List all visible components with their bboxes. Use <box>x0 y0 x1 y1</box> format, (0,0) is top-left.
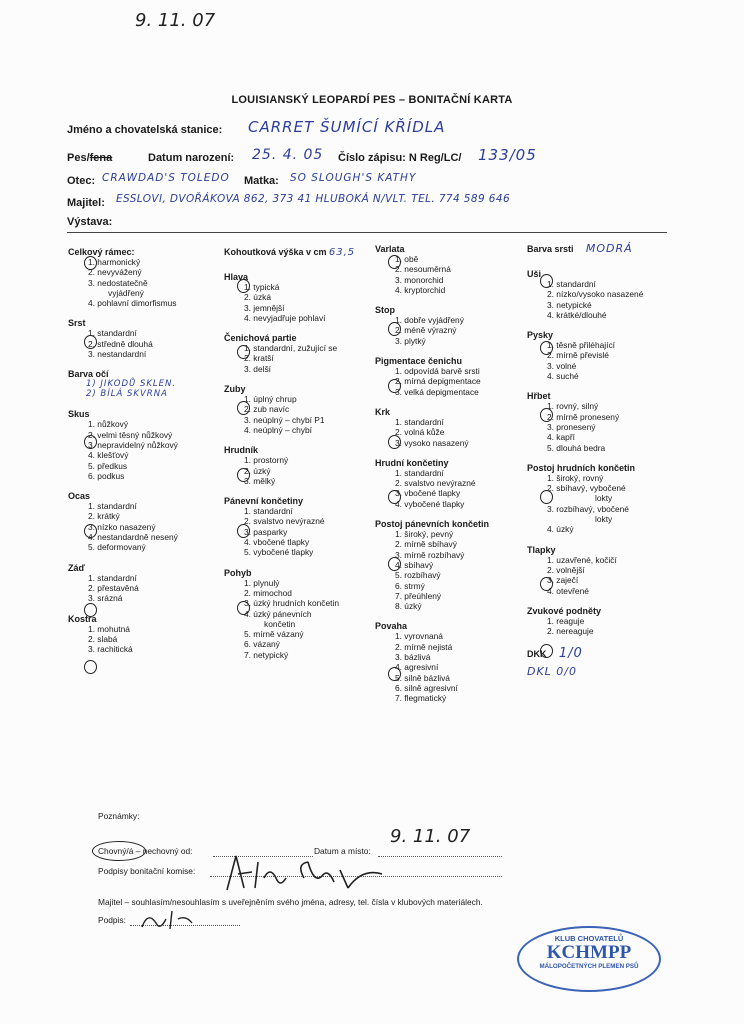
option: 4. neúplný – chybí <box>244 424 312 435</box>
notes-label: Poznámky: <box>98 811 140 821</box>
group-coat-color <box>527 242 697 255</box>
option: 1. rovný, silný <box>547 401 599 412</box>
selection-circle <box>388 435 401 449</box>
option: 6. silně agresivní <box>395 682 458 693</box>
option: 2. nevyvážený <box>88 267 142 278</box>
option: 5. dlouhá bedra <box>547 442 606 453</box>
option: 1. standardní <box>395 416 444 427</box>
show-label: Výstava: <box>67 216 113 228</box>
section-title: Barva očí <box>68 369 109 380</box>
option: 2. svalstvo nevýrazné <box>395 478 476 489</box>
section-title: Povaha <box>375 621 408 632</box>
header-divider <box>67 232 667 233</box>
option: 3. úzký hrudních končetin <box>244 598 339 609</box>
option: 1. uzavřené, kočičí <box>547 554 617 565</box>
option: končetin <box>264 618 296 629</box>
birth-value: 25. 4. 05 <box>252 147 324 163</box>
section-title: Zuby <box>224 384 246 395</box>
section-title: Záď <box>68 562 85 573</box>
option: 2. slabá <box>88 633 118 644</box>
selection-circle <box>388 322 401 336</box>
selection-circle <box>540 644 553 658</box>
option: 1. standardní <box>88 572 137 583</box>
option: 4. krátké/dlouhé <box>547 309 607 320</box>
option: 6. strmý <box>395 580 425 591</box>
reg-value: 133/05 <box>478 146 537 164</box>
section-title: Uši <box>527 269 542 279</box>
option: 3. monorchid <box>395 274 444 285</box>
selection-circle <box>540 408 553 422</box>
option: 3. zaječí <box>547 575 579 586</box>
date-place-label: Datum a místo: <box>314 846 371 856</box>
option: 3. neúplný – chybí P1 <box>244 414 325 425</box>
option: vyjádřený <box>108 287 144 298</box>
option: 1. typická <box>244 282 280 292</box>
option: 3. pronesený <box>547 421 596 432</box>
selection-circle <box>540 274 553 288</box>
option: 2. mimochod <box>244 587 292 598</box>
eye-color-hand-1: 1) JIKODŮ SKLEN. <box>86 379 177 390</box>
name-label: Jméno a chovatelská stanice: <box>67 124 223 136</box>
section-title: Čenichová partie <box>224 333 297 344</box>
dkk-label: DKK <box>527 649 547 660</box>
option: 3. bázlivá <box>395 652 431 663</box>
section-title: Pánevní končetiny <box>224 496 304 507</box>
option: 2. nereaguje <box>547 626 594 637</box>
father-label: Otec: <box>67 175 96 187</box>
selection-circle <box>84 660 97 674</box>
option: 7. netypický <box>244 649 289 660</box>
section-title: Hřbet <box>527 391 551 402</box>
option: 1. standardní <box>88 328 137 339</box>
option: 3. mírně rozbíhavý <box>395 549 465 560</box>
selection-circle <box>540 341 553 355</box>
option: 3. volné <box>547 360 577 371</box>
option: 1. harmonický <box>88 257 141 267</box>
section-title: Ocas <box>68 491 91 502</box>
section-title: Kostra <box>68 613 97 624</box>
sex-label-female: fena <box>89 152 113 164</box>
option: 2. sbíhavý, vybočené <box>547 483 626 494</box>
signature-label: Podpis: <box>98 915 126 925</box>
selection-circle <box>540 490 553 504</box>
section-title: Varlata <box>375 244 405 254</box>
option: 4. pohlavní dimorfismus <box>88 298 177 309</box>
option: 4. agresivní <box>395 662 439 673</box>
option: 1. standardní <box>244 506 293 517</box>
option: 5. vybočené tlapky <box>244 547 314 558</box>
selection-circle <box>388 379 401 393</box>
option: 2. volná kůže <box>395 427 445 438</box>
option: 4. kapří <box>547 432 575 443</box>
selection-circle <box>388 667 401 681</box>
group-testicles <box>375 244 525 295</box>
selection-circle <box>388 490 401 504</box>
selection-circle <box>237 401 250 415</box>
column-4 <box>527 242 697 678</box>
document-title: LOUISIANSKÝ LEOPARDÍ PES – BONITAČNÍ KARTA <box>231 94 513 106</box>
group-paws <box>527 545 697 596</box>
option: 3. nestandardní <box>88 349 147 360</box>
date-place-dots <box>378 856 502 857</box>
group-lips <box>527 330 697 381</box>
option: 3. mělký <box>244 475 276 486</box>
option: 4. suché <box>547 371 579 382</box>
section-title: Tlapky <box>527 544 556 555</box>
option: 4. otevřené <box>547 585 589 596</box>
section-title: Postoj hrudních končetin <box>527 462 636 473</box>
option: 1. prostorný <box>244 455 289 466</box>
option: 3. velká depigmentace <box>395 386 479 397</box>
option: 1. obě <box>395 254 419 264</box>
option: 4. vybočené tlapky <box>395 498 465 509</box>
dkl-value: DKL 0/0 <box>527 665 578 679</box>
section-title: Krk <box>375 406 391 417</box>
stamp-top-text: KLUB CHOVATELŮ <box>554 934 624 943</box>
selection-circle <box>540 577 553 591</box>
option: 1. široký, pevný <box>395 529 454 540</box>
option: 7. přeúhlený <box>395 590 442 601</box>
option: 2. krátký <box>88 511 120 522</box>
option: 2. mírně nejistá <box>395 641 453 652</box>
option: 2. volnější <box>547 564 585 575</box>
option: 4. kryptorchid <box>395 284 446 295</box>
club-stamp <box>517 926 661 992</box>
option: 3. jemnější <box>244 302 285 313</box>
dkk-value: 1/0 <box>558 646 583 662</box>
group-back <box>527 391 697 452</box>
option: 2. velmi těsný nůžkový <box>88 429 173 440</box>
reg-label: Číslo zápisu: N Reg/LC/ <box>338 152 462 164</box>
option: 5. předkus <box>88 460 128 471</box>
selection-circle <box>84 335 97 349</box>
option: 4. nevyjadřuje pohlaví <box>244 312 326 323</box>
option: 3. rachitická <box>88 644 133 655</box>
section-title: Pigmentace čenichu <box>375 356 463 367</box>
option: 5. silně bázlivá <box>395 672 450 683</box>
option: 1. dobře vyjádřený <box>395 315 464 326</box>
breeding-label: Chovný/á – nechovný od: <box>98 846 193 856</box>
section-title: Hrudní končetiny <box>375 457 449 468</box>
option: 2. úzký <box>244 465 271 476</box>
selection-circle <box>237 601 250 615</box>
selection-circle <box>84 256 97 270</box>
section-title: Hrudník <box>224 445 259 456</box>
section-title: Zvukové podněty <box>527 605 602 616</box>
consent-text: Majitel – souhlasím/nesouhlasím s uveřejněním svého jména, adresy, tel. čísla v klubových materiálech. <box>98 897 483 907</box>
option: 3. netypické <box>547 299 592 310</box>
option: 2. nízko/vysoko nasazené <box>547 289 644 300</box>
owner-value: ESSLOVI, DVOŘÁKOVA 862, 373 41 HLUBOKÁ N/VLT. TEL. 774 589 646 <box>116 193 511 205</box>
section-title: Celkový rámec: <box>68 247 135 257</box>
option: 4. sbíhavý <box>395 559 434 570</box>
option: 3. nedostatečně <box>88 277 148 288</box>
column-3 <box>375 244 525 714</box>
option: 2. méně výrazný <box>395 325 457 336</box>
option: 1. reaguje <box>547 615 585 626</box>
group-skeleton <box>68 614 218 655</box>
option: 1. nůžkový <box>88 419 129 430</box>
group-croup <box>68 563 218 604</box>
option: 4. nestandardně nesený <box>88 532 178 543</box>
commission-label: Podpisy bonitační komise: <box>98 866 196 876</box>
section-title: Pohyb <box>224 567 252 578</box>
sex-label-male: Pes/ <box>67 152 90 164</box>
owner-signature-icon <box>138 905 208 935</box>
name-value: CARRET ŠUMÍCÍ KŘÍDLA <box>248 118 446 136</box>
group-eye-color <box>68 369 218 399</box>
group-temperament <box>375 621 525 703</box>
option: 3. rozbíhavý, vbočené <box>547 503 629 514</box>
option: 2. mírně převislé <box>547 350 609 361</box>
option: 2. nesouměrná <box>395 264 451 275</box>
option: 1. těsně přiléhající <box>547 340 615 351</box>
selection-circle <box>237 524 250 538</box>
selection-circle <box>84 603 97 617</box>
mother-value: SO SLOUGH'S KATHY <box>290 172 417 184</box>
option: 3. pasparky <box>244 526 288 537</box>
selection-circle <box>237 345 250 359</box>
group-height <box>224 247 374 258</box>
option: 1. široký, rovný <box>547 472 604 483</box>
selection-circle <box>237 279 250 293</box>
commission-signature-icon <box>222 848 392 898</box>
option: 3. nepravidelný nůžkový <box>88 439 178 450</box>
option: 5. deformovaný <box>88 542 146 553</box>
option: 2. zub navíc <box>244 404 290 415</box>
option: 1. plynulý <box>244 577 280 588</box>
stamp-bottom-text: MÁLOPOČETNÝCH PLEMEN PSŮ <box>539 963 639 970</box>
selection-circle <box>84 524 97 538</box>
section-title: Skus <box>68 409 90 420</box>
group-ears <box>527 269 697 320</box>
section-title: Kohoutková výška v cm <box>224 247 327 257</box>
option: 6. podkus <box>88 470 125 481</box>
section-title: Hlava <box>224 272 249 282</box>
breeding-circle <box>92 841 146 861</box>
option: 2. svalstvo nevýrazné <box>244 516 325 527</box>
option: 4. úzký <box>547 524 574 535</box>
option: 5. rozbíhavý <box>395 570 441 581</box>
option: 3. delší <box>244 363 272 374</box>
selection-circle <box>237 468 250 482</box>
selection-circle <box>388 255 401 269</box>
column-1 <box>68 247 218 664</box>
option: 8. úzký <box>395 601 422 612</box>
option: 1. úplný chrup <box>244 394 297 405</box>
option: 1. standardní <box>395 467 444 478</box>
option: 2. mírně sbíhavý <box>395 539 457 550</box>
date-place-value: 9. 11. 07 <box>390 826 471 847</box>
option: 1. mohutná <box>88 623 130 634</box>
option: lokty <box>595 514 613 525</box>
option: 5. mírně vázaný <box>244 629 304 640</box>
option: 7. flegmatický <box>395 693 447 704</box>
option: 6. vázaný <box>244 639 280 650</box>
coat-color-value: MODRÁ <box>585 242 633 255</box>
option: 4. vbočené tlapky <box>244 537 310 548</box>
option: 1. standardní <box>547 279 596 289</box>
option: 3. nízko nasazený <box>88 521 156 532</box>
height-value: 63,5 <box>328 247 356 258</box>
option: 1. vyrovnaná <box>395 631 443 642</box>
option: 2. mírně pronesený <box>547 411 620 422</box>
stamp-main-text: KCHMPP <box>546 942 632 963</box>
owner-label: Majitel: <box>67 197 105 209</box>
option: 2. přestavěná <box>88 582 139 593</box>
option: 3. plytký <box>395 335 426 346</box>
option: 1. standardní <box>88 501 137 512</box>
mother-label: Matka: <box>244 175 279 187</box>
section-title: Stop <box>375 305 395 316</box>
option: 2. kratší <box>244 353 274 364</box>
selection-circle <box>84 435 97 449</box>
option: 4. úzký pánevních <box>244 608 312 619</box>
handwritten-date-top: 9. 11. 07 <box>135 10 216 31</box>
option: 2. středně dlouhá <box>88 338 153 349</box>
section-title: Pysky <box>527 330 554 341</box>
option: 1. standardní, zužující se <box>244 343 338 354</box>
option: 1. odpovídá barvě srsti <box>395 366 480 377</box>
section-title: Barva srsti <box>527 244 574 254</box>
option: 4. klešťový <box>88 450 129 461</box>
sex-label <box>67 152 112 164</box>
birth-label: Datum narození: <box>148 152 235 164</box>
option: 3. vbočené tlapky <box>395 488 461 499</box>
group-tail <box>68 491 218 552</box>
eye-color-hand-2: 2) BÍLÁ SKVRNA <box>86 389 168 400</box>
option: 3. srázná <box>88 593 123 604</box>
father-value: CRAWDAD'S TOLEDO <box>102 172 230 184</box>
selection-circle <box>388 557 401 571</box>
section-title: Postoj pánevních končetin <box>375 519 490 530</box>
option: 3. vysoko nasazený <box>395 437 469 448</box>
group-sound <box>527 606 697 637</box>
section-title: Srst <box>68 318 86 329</box>
option: lokty <box>595 493 613 504</box>
option: 2. úzká <box>244 292 272 303</box>
option: 2. mírná depigmentace <box>395 376 481 387</box>
